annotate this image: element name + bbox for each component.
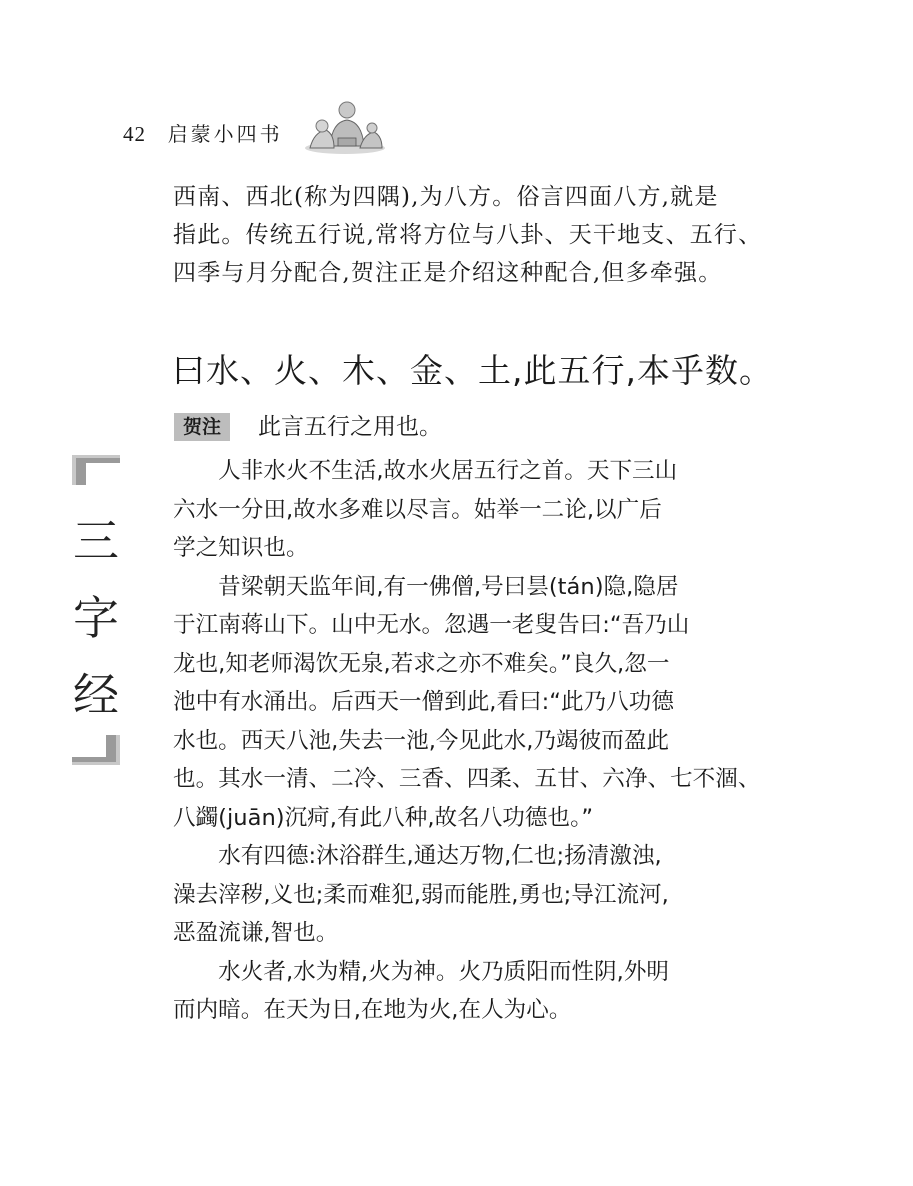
text-line: 指此。传统五行说,常将方位与八卦、天干地支、五行、 <box>173 222 763 248</box>
text-line: 澡去滓秽,义也;柔而难犯,弱而能胜,勇也;导江流河, <box>173 881 669 908</box>
text-line: 龙也,知老师渴饮无泉,若求之亦不难矣。”良久,忽一 <box>173 650 670 677</box>
side-title-char: 经 <box>73 668 119 722</box>
text-line: 水也。西天八池,失去一池,今见此水,乃竭彼而盈此 <box>173 727 670 754</box>
text-line: 学之知识也。 <box>173 535 309 561</box>
text-line: 也。其水一清、二冷、三香、四柔、五甘、六净、七不涸、 <box>173 766 761 792</box>
text-line: 八蠲(juān)沉疴,有此八种,故名八功德也。” <box>173 804 594 831</box>
text-line: 于江南蒋山下。山中无水。忽遇一老叟告曰:“吾乃山 <box>173 612 690 638</box>
annotation-intro: 此言五行之用也。 <box>258 414 442 440</box>
top-bracket-icon <box>70 455 122 485</box>
running-header <box>123 118 283 147</box>
text-line: 池中有水涌出。后西天一僧到此,看曰:“此乃八功德 <box>173 689 674 715</box>
verse-heading: 曰水、火、木、金、土,此五行,本乎数。 <box>172 351 773 390</box>
text-line: 人非水火不生活,故水火居五行之首。天下三山 <box>173 458 678 484</box>
side-book-title <box>68 455 124 765</box>
side-title-char: 三 <box>73 514 119 568</box>
header-illustration-icon <box>300 98 390 156</box>
annotation-body <box>173 452 761 1030</box>
book-title: 启蒙小四书 <box>167 122 283 146</box>
text-line: 四季与月分配合,贺注正是介绍这种配合,但多牵强。 <box>173 260 723 286</box>
text-line: 六水一分田,故水多难以尽言。姑举一二论,以广后 <box>173 496 662 523</box>
side-title-char: 字 <box>73 591 119 645</box>
annotation-label: 贺注 <box>174 413 230 441</box>
text-line: 昔梁朝天监年间,有一佛僧,号曰昙(tán)隐,隐居 <box>173 573 679 600</box>
text-line: 恶盈流谦,智也。 <box>173 920 339 946</box>
bottom-bracket-icon <box>70 735 122 765</box>
continued-text <box>173 178 763 292</box>
text-line: 而内暗。在天为日,在地为火,在人为心。 <box>173 997 572 1023</box>
text-line: 西南、西北(称为四隅),为八方。俗言四面八方,就是 <box>173 184 719 210</box>
page-number: 42 <box>123 122 146 146</box>
text-line: 水火者,水为精,火为神。火乃质阳而性阴,外明 <box>173 958 670 985</box>
text-line: 水有四德:沐浴群生,通达万物,仁也;扬清激浊, <box>173 843 662 869</box>
